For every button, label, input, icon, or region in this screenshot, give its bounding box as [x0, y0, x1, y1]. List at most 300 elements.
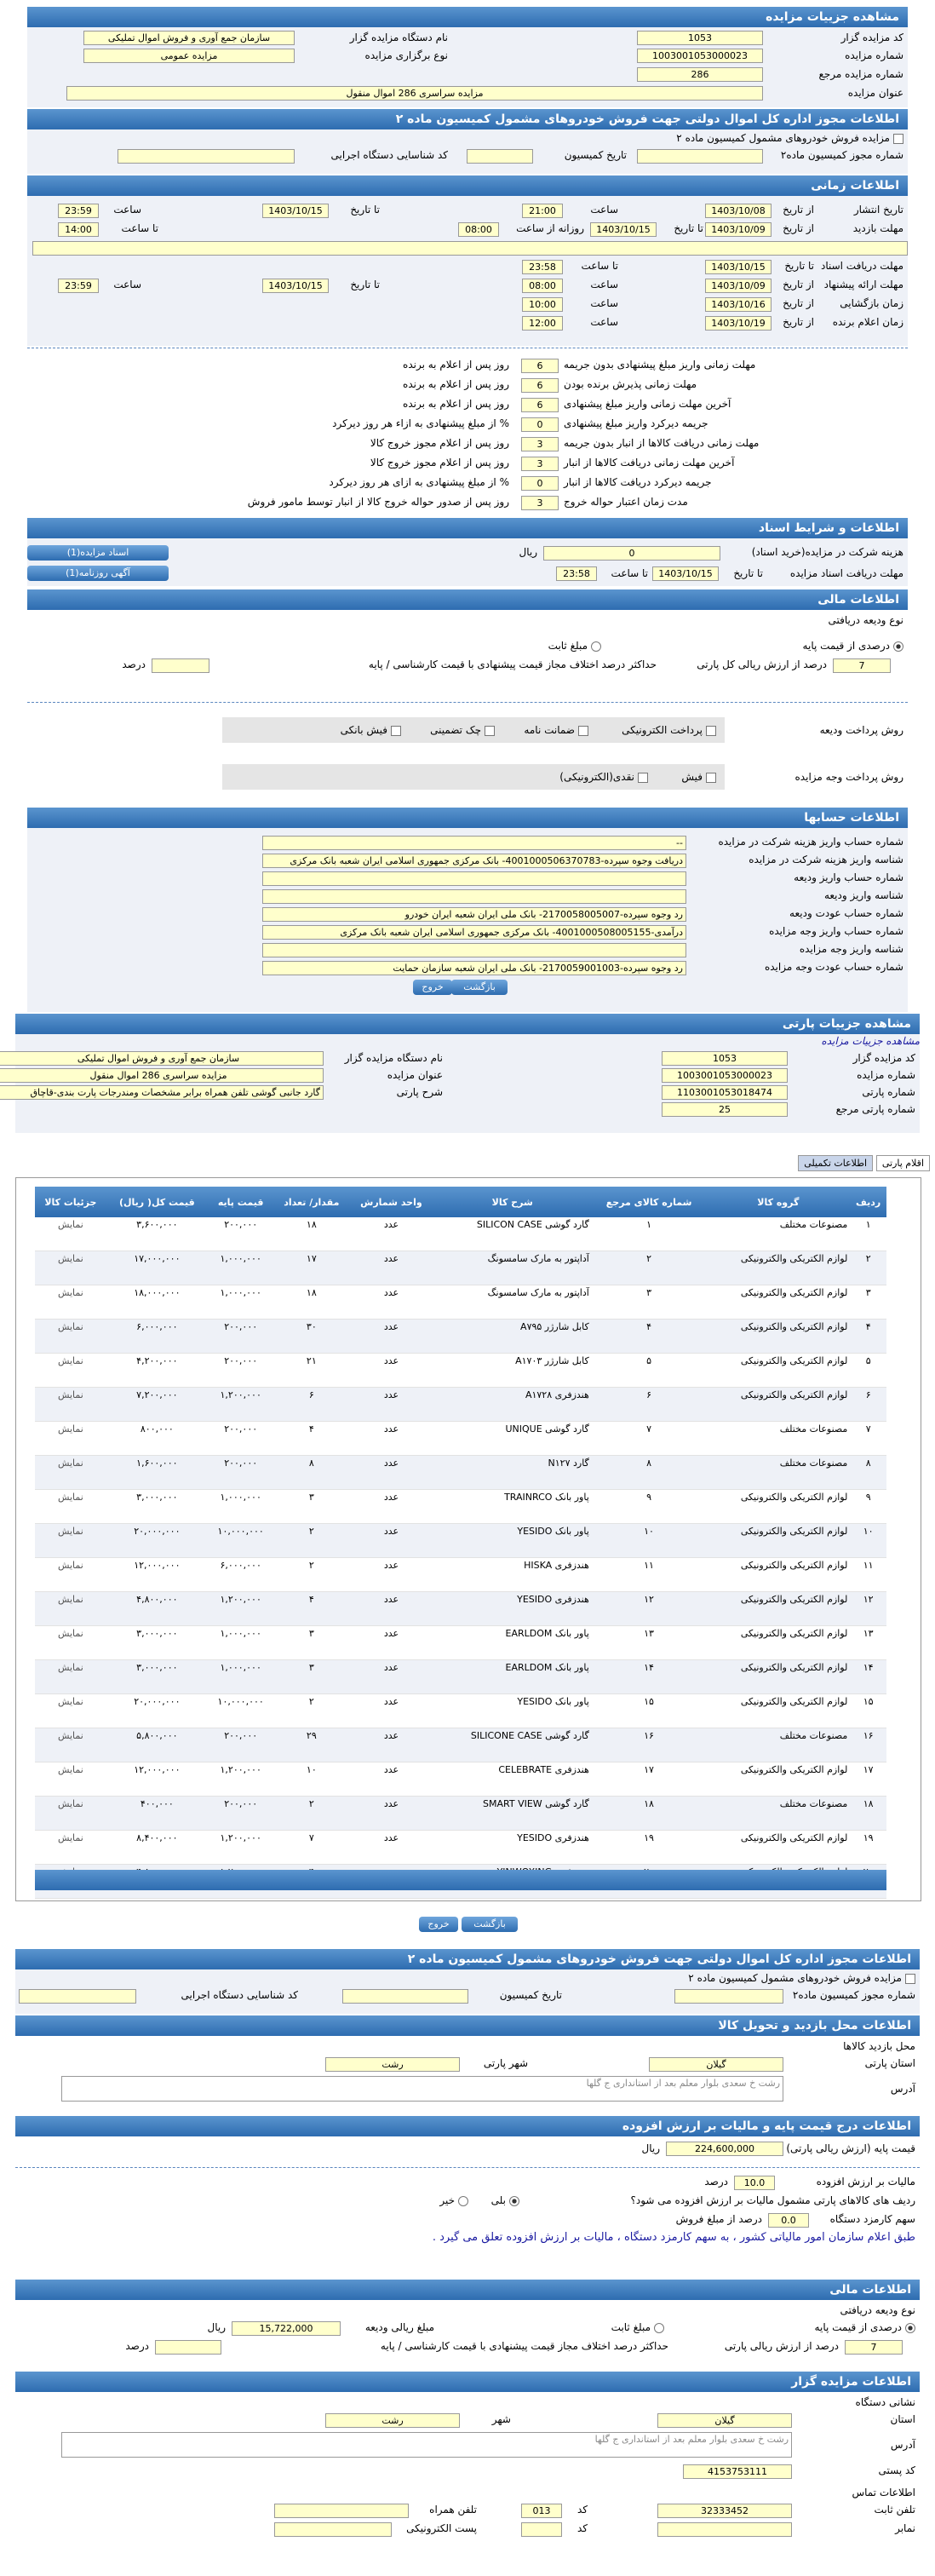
percent-field: 7 [833, 658, 891, 673]
label: % از مبلغ پیشنهادی به ازاء هر روز دیرکرد [332, 417, 509, 429]
account-field: رد وجوه سپرده-2170058005007- بانک ملی ایران شعبه ایران خودرو [262, 907, 686, 922]
max-percent-field [152, 658, 209, 673]
label: محل بازدید کالاها [843, 2040, 915, 2052]
province-field: گیلان [657, 2413, 792, 2428]
checkbox[interactable] [893, 134, 903, 144]
radio[interactable] [893, 641, 903, 652]
table-cell: پاور بانک YESIDO [433, 1524, 592, 1558]
vat-field: 10.0 [734, 2176, 775, 2190]
tab-bar [798, 1155, 930, 1176]
label: کد [576, 2522, 588, 2534]
table-cell: ۷ [850, 1422, 886, 1456]
table-cell: لوازم الکتریکی والکترونیکی [706, 1354, 850, 1388]
table-cell: هندزفری HISKA [433, 1558, 592, 1592]
label: فیش [681, 771, 703, 783]
table-cell: ۱۰ [850, 1524, 886, 1558]
label: مبلغ ثابت [548, 640, 588, 652]
label: شناسه واریز ودیعه [823, 889, 903, 901]
table-cell: ۲ [850, 1251, 886, 1285]
label: کد شناسایی دستگاه اجرایی [181, 1989, 298, 2001]
label: جریمه دیرکرد واریز مبلغ پیشنهادی [564, 417, 708, 429]
label: ساعت [113, 279, 141, 290]
table-cell: پاور بانک EARLDOM [433, 1626, 592, 1660]
items-table-wrapper [15, 1177, 921, 1901]
table-cell: ۶ [850, 1388, 886, 1422]
table-cell: ۷ [592, 1422, 707, 1456]
table-cell: ۶ [592, 1388, 707, 1422]
show-details-link[interactable]: نمایش [35, 1797, 106, 1831]
table-cell: گارد گوشی SILICON CASE [433, 1217, 592, 1251]
show-details-link[interactable]: نمایش [35, 1728, 106, 1762]
table-cell: ۱,۰۰۰,۰۰۰ [208, 1251, 273, 1285]
label: استان پارتی [864, 2057, 915, 2069]
label: شماره حساب عودت وجه مزایده [764, 961, 903, 973]
table-cell: ۶,۰۰۰,۰۰۰ [208, 1558, 273, 1592]
table-row [35, 1524, 886, 1558]
phone-field: 32333452 [657, 2504, 792, 2518]
value-field: 6 [521, 359, 559, 373]
max-percent-field [155, 2340, 221, 2355]
account-field: دریافت وجوه سپرده-4001000506370783- بانک مرکزی جمهوری اسلامی ایران شعبه بانک مرکزی [262, 854, 686, 868]
financial-panel-2 [15, 2280, 920, 2368]
table-cell: هندزفری A۱۷۲۸ [433, 1388, 592, 1422]
deadline-row [27, 356, 908, 376]
table-cell: ۸,۴۰۰,۰۰۰ [106, 1831, 208, 1865]
table-cell: عدد [349, 1797, 433, 1831]
table-cell: عدد [349, 1762, 433, 1797]
table-cell: ۵ [850, 1354, 886, 1388]
exit-button[interactable]: خروج [413, 980, 452, 995]
label: مبلغ ریالی ودیعه [364, 2321, 434, 2333]
checkbox[interactable] [391, 726, 401, 736]
checkbox[interactable] [706, 726, 716, 736]
table-cell: کابل شارژر A۱۷۰۳ [433, 1354, 592, 1388]
label: از تاریخ [783, 204, 814, 216]
table-row [35, 1217, 886, 1251]
deadline-row [27, 395, 908, 415]
column-header: جزئیات کالا [35, 1187, 106, 1217]
table-cell: لوازم الکتریکی والکترونیکی [706, 1285, 850, 1320]
table-cell: ۴ [850, 1320, 886, 1354]
party-details-panel [15, 1014, 920, 1133]
label: تاریخ کمیسیون [499, 1989, 562, 2001]
show-details-link[interactable]: نمایش [35, 1422, 106, 1456]
account-row [27, 833, 908, 851]
table-cell: ۱۲ [850, 1592, 886, 1626]
table-row [35, 1626, 886, 1660]
table-cell: عدد [349, 1320, 433, 1354]
table-cell: ۳۰ [273, 1320, 349, 1354]
label: از تاریخ [783, 297, 814, 309]
label: درصد [125, 2340, 149, 2352]
tab-extra-info[interactable]: اطلاعات تکمیلی [798, 1155, 873, 1171]
account-row [27, 923, 908, 940]
label: آخرین مهلت زمانی واریز مبلغ پیشنهادی [564, 398, 731, 410]
table-cell: لوازم الکتریکی والکترونیکی [706, 1251, 850, 1285]
label: روش پرداخت وجه مزایده [794, 771, 903, 783]
label: استان [890, 2413, 915, 2425]
percent-field: 7 [845, 2340, 903, 2355]
date-field: 1403/10/15 [705, 260, 772, 274]
show-details-link[interactable]: نمایش [35, 1592, 106, 1626]
label: تا تاریخ [350, 279, 380, 290]
province-field: گیلان [649, 2057, 783, 2072]
time-field: 08:00 [458, 222, 499, 237]
show-details-link[interactable]: نمایش [35, 1831, 106, 1865]
table-row [35, 1762, 886, 1797]
table-cell: مصنوعات مختلف [706, 1456, 850, 1490]
label: کد مزایده گزار [840, 32, 903, 43]
table-cell: ۳,۰۰۰,۰۰۰ [106, 1660, 208, 1694]
time-field: 23:59 [58, 279, 99, 293]
table-cell: ۶,۰۰۰,۰۰۰ [106, 1320, 208, 1354]
show-details-link[interactable]: نمایش [35, 1524, 106, 1558]
table-row [35, 1320, 886, 1354]
table-cell: ۱۷ [850, 1762, 886, 1797]
time-field: 10:00 [522, 297, 563, 312]
tab-party-items[interactable]: اقلام پارتی [876, 1155, 930, 1171]
value-field: 6 [521, 378, 559, 393]
account-field [262, 943, 686, 957]
table-cell: ۴ [592, 1320, 707, 1354]
label: نام دستگاه مزایده گزار [344, 1052, 443, 1064]
show-details-link[interactable]: نمایش [35, 1558, 106, 1592]
radio[interactable] [458, 2196, 468, 2206]
table-cell: ۱۴ [850, 1660, 886, 1694]
label: کد [576, 2504, 588, 2516]
auction-details-link[interactable]: مشاهده جزییات مزایده [821, 1035, 920, 1047]
label: ساعت [590, 204, 618, 216]
table-cell: ۹ [592, 1490, 707, 1524]
table-cell: ۴ [273, 1422, 349, 1456]
table-cell: مصنوعات مختلف [706, 1422, 850, 1456]
table-row [35, 1285, 886, 1320]
checkbox[interactable] [485, 726, 495, 736]
table-cell: ۸ [850, 1456, 886, 1490]
table-cell: عدد [349, 1694, 433, 1728]
label: شماره مجوز کمیسیون ماده۲ [792, 1989, 915, 2001]
table-cell: ۲ [273, 1524, 349, 1558]
table-cell: لوازم الکتریکی والکترونیکی [706, 1694, 850, 1728]
label: تاریخ کمیسیون [564, 149, 627, 161]
label: بلی [490, 2194, 506, 2206]
label: از تاریخ [783, 222, 814, 234]
table-cell: ۱۴ [592, 1660, 707, 1694]
newspaper-ad-button[interactable]: آگهی روزنامه(1) [27, 566, 169, 581]
table-cell: ۴ [273, 1592, 349, 1626]
label: ریال [519, 546, 537, 558]
label: تا تاریخ [784, 260, 814, 272]
radio[interactable] [905, 2323, 915, 2333]
label: چک تضمینی [430, 724, 481, 736]
table-cell: ۱۰,۰۰۰,۰۰۰ [208, 1694, 273, 1728]
table-cell: ۲ [273, 1694, 349, 1728]
label: شهر پارتی [483, 2057, 528, 2069]
party-ref-field: 25 [662, 1102, 788, 1117]
deadline-row [27, 454, 908, 474]
checkbox[interactable] [578, 726, 588, 736]
table-row [35, 1660, 886, 1694]
email-field [274, 2522, 392, 2537]
show-details-link[interactable]: نمایش [35, 1456, 106, 1490]
table-cell: ۱۲,۰۰۰,۰۰۰ [106, 1762, 208, 1797]
label: شناسه واریز وجه مزایده [799, 943, 903, 955]
label: درصد [122, 658, 146, 670]
label: نوع ودیعه دریافتی [840, 2304, 915, 2316]
show-details-link[interactable]: نمایش [35, 1762, 106, 1797]
table-cell: ۷ [273, 1831, 349, 1865]
table-cell: ۶ [273, 1388, 349, 1422]
area-code-field: 013 [521, 2504, 562, 2518]
label: درصد از ارزش ریالی پارتی [724, 2340, 839, 2352]
table-cell: ۱۹ [592, 1831, 707, 1865]
radio[interactable] [509, 2196, 519, 2206]
column-header: شماره کالای مرجع [592, 1187, 707, 1217]
section-title: اطلاعات درج قیمت پایه و مالیات بر ارزش افزوده [15, 2116, 920, 2136]
table-cell: پاور بانک YESIDO [433, 1694, 592, 1728]
label: حداکثر درصد اختلاف مجاز قیمت پیشنهادی با قیمت کارشناسی / پایه [368, 658, 657, 670]
table-row [35, 1558, 886, 1592]
permit-field [674, 1989, 783, 2004]
table-cell: کابل شارژر A۷۹۵ [433, 1320, 592, 1354]
table-cell: ۲۰۰,۰۰۰ [208, 1728, 273, 1762]
table-cell: ۴,۸۰۰,۰۰۰ [106, 1592, 208, 1626]
label: تا تاریخ [350, 204, 380, 216]
table-cell: عدد [349, 1388, 433, 1422]
column-header: واحد شمارش [349, 1187, 433, 1217]
label: ساعت [590, 279, 618, 290]
financial-panel [27, 589, 908, 801]
table-cell: ۱۵ [850, 1694, 886, 1728]
table-cell: ۱,۲۰۰,۰۰۰ [208, 1831, 273, 1865]
auction-number-field: 1003001053000023 [662, 1068, 788, 1083]
table-cell: ۲۰۰,۰۰۰ [208, 1354, 273, 1388]
ref-number-field: 286 [637, 67, 763, 82]
column-header: گروه کالا [706, 1187, 850, 1217]
section-title: اطلاعات مجوز اداره کل اموال دولتی جهت فروش خودروهای مشمول کمیسیون ماده ۲ [15, 1949, 920, 1969]
show-details-link[interactable]: نمایش [35, 1490, 106, 1524]
table-cell: عدد [349, 1660, 433, 1694]
column-header: شرح کالا [433, 1187, 592, 1217]
time-field: 23:58 [522, 260, 563, 274]
table-cell: ۸ [592, 1456, 707, 1490]
table-cell: مصنوعات مختلف [706, 1797, 850, 1831]
table-cell: عدد [349, 1728, 433, 1762]
table-cell: عدد [349, 1354, 433, 1388]
show-details-link[interactable]: نمایش [35, 1694, 106, 1728]
table-cell: ۱۷ [273, 1251, 349, 1285]
subject-field: مزایده سراسری 286 اموال منقول [66, 86, 763, 101]
address-field: رشت خ سعدی بلوار معلم بعد از استانداری ج گلها [61, 2076, 783, 2102]
table-cell: ۸۰۰,۰۰۰ [106, 1422, 208, 1456]
table-cell: عدد [349, 1456, 433, 1490]
table-cell: ۳ [273, 1490, 349, 1524]
back-button[interactable]: بازگشت [462, 1917, 518, 1932]
section-title: اطلاعات مزایده گزار [15, 2372, 920, 2392]
label: مهلت زمانی پذیرش برنده بودن [564, 378, 697, 390]
deadline-row [27, 415, 908, 434]
checkbox[interactable] [638, 773, 648, 783]
label: عنوان مزایده [387, 1069, 443, 1081]
section-title: اطلاعات مالی [27, 589, 908, 610]
table-cell: عدد [349, 1251, 433, 1285]
label: پست الکترونیکی [406, 2522, 477, 2534]
label: تا تاریخ [733, 567, 763, 579]
date-field: 1403/10/19 [705, 316, 772, 331]
label: شماره مزایده مرجع [818, 68, 903, 80]
table-row [35, 1728, 886, 1762]
table-cell: ۲۰۰,۰۰۰ [208, 1320, 273, 1354]
label: تلفن ثابت [874, 2504, 915, 2516]
label: شماره حساب عودت ودیعه [789, 907, 903, 919]
label: ساعت [590, 297, 618, 309]
table-cell: ۳ [273, 1660, 349, 1694]
table-cell: ۳,۰۰۰,۰۰۰ [106, 1626, 208, 1660]
auction-code-field: 1053 [662, 1051, 788, 1066]
section-title: اطلاعات محل بازدید و تحویل کالا [15, 2015, 920, 2036]
time-field: 23:58 [556, 566, 597, 581]
items-table [35, 1187, 886, 1899]
table-cell: ۷,۲۰۰,۰۰۰ [106, 1388, 208, 1422]
table-cell: لوازم الکتریکی والکترونیکی [706, 1831, 850, 1865]
label: زمان اعلام برنده [832, 316, 903, 328]
label: شناسه واریز هزینه شرکت در مزایده [749, 854, 903, 865]
label: قیمت پایه (ارزش ریالی پارتی) [786, 2142, 915, 2154]
table-row [35, 1422, 886, 1456]
table-row [35, 1490, 886, 1524]
exit-button[interactable]: خروج [419, 1917, 458, 1932]
account-row [27, 940, 908, 958]
time-field: 14:00 [58, 222, 99, 237]
label: مزایده فروش خودروهای مشمول کمیسیون ماده ۲ [676, 132, 890, 144]
label: شماره حساب واریز وجه مزایده [769, 925, 903, 937]
table-cell: عدد [349, 1524, 433, 1558]
label: شماره مزایده [845, 49, 903, 61]
label: آخرین مهلت زمانی دریافت کالاها از انبار [564, 457, 735, 469]
table-cell: ۳ [273, 1626, 349, 1660]
table-cell: ۱ [850, 1217, 886, 1251]
show-details-link[interactable]: نمایش [35, 1388, 106, 1422]
label: درصد [704, 2176, 728, 2188]
label: کد پستی [878, 2464, 915, 2476]
table-cell: لوازم الکتریکی والکترونیکی [706, 1762, 850, 1797]
radio[interactable] [591, 641, 601, 652]
account-row [27, 869, 908, 887]
table-cell: لوازم الکتریکی والکترونیکی [706, 1524, 850, 1558]
vat-note: طبق اعلام سازمان امور مالیاتی کشور ، به سهم کارمزد دستگاه ، مالیات بر ارزش افزوده تعلق می گیرد . [432, 2231, 915, 2244]
deadline-row [27, 376, 908, 395]
table-cell: ۳ [592, 1285, 707, 1320]
label: پرداخت الکترونیکی [622, 724, 703, 736]
label: مهلت زمانی واریز مبلغ پیشنهادی بدون جریمه [564, 359, 756, 371]
table-cell: ۱,۰۰۰,۰۰۰ [208, 1660, 273, 1694]
table-cell: ۱ [592, 1217, 707, 1251]
table-footer [35, 1870, 886, 1890]
label: خیر [439, 2194, 455, 2206]
section-title: اطلاعات و شرایط اسناد [27, 518, 908, 538]
label: نشانی دستگاه [855, 2396, 915, 2408]
checkbox[interactable] [706, 773, 716, 783]
label: روز پس از اعلام به برنده [403, 378, 509, 390]
radio[interactable] [654, 2323, 664, 2333]
show-details-link[interactable]: نمایش [35, 1251, 106, 1285]
table-cell: ۲۰۰,۰۰۰ [208, 1456, 273, 1490]
label: مهلت زمانی دریافت کالاها از انبار بدون جریمه [564, 437, 760, 449]
table-cell: ۲ [273, 1558, 349, 1592]
table-row [35, 1354, 886, 1388]
table-cell: پاور بانک TRAINRCO [433, 1490, 592, 1524]
back-button[interactable]: بازگشت [451, 980, 508, 995]
auctioneer-panel [15, 2372, 920, 2569]
table-cell: ۱۱ [592, 1558, 707, 1592]
auction-type-field: مزایده عمومی [83, 49, 295, 63]
label: روز پس از صدور حواله خروج کالا از انبار توسط مامور فروش [247, 496, 509, 508]
label: جریمه دیرکرد دریافت کالاها از انبار [564, 476, 712, 488]
table-cell: مصنوعات مختلف [706, 1728, 850, 1762]
label: ردیف های کالاهای پارتی مشمول مالیات بر ارزش افزوده می شود؟ [630, 2194, 915, 2206]
date-field: 1403/10/09 [705, 279, 772, 293]
deadlines-panel [27, 348, 908, 516]
show-details-link[interactable]: نمایش [35, 1285, 106, 1320]
label: روز پس از اعلام مجوز خروج کالا [370, 457, 509, 469]
date-field: 1403/10/15 [262, 204, 329, 218]
label: تاریخ انتشار [853, 204, 903, 216]
account-row [27, 887, 908, 905]
label: ریال [641, 2142, 660, 2154]
table-cell: گارد N۱۲۷ [433, 1456, 592, 1490]
table-cell: ۹ [850, 1490, 886, 1524]
deadline-row [27, 434, 908, 454]
label: شماره حساب واریز هزینه شرکت در مزایده [718, 836, 903, 848]
show-details-link[interactable]: نمایش [35, 1320, 106, 1354]
org-field: سازمان جمع آوری و فروش اموال تملیکی [83, 31, 295, 45]
value-field: 3 [521, 437, 559, 451]
label: شماره مزایده [857, 1069, 915, 1081]
date-field [342, 1989, 468, 2004]
label: تا ساعت [581, 260, 618, 272]
label: حداکثر درصد اختلاف مجاز قیمت پیشنهادی با قیمت کارشناسی / پایه [380, 2340, 668, 2352]
show-details-link[interactable]: نمایش [35, 1354, 106, 1388]
table-cell: ۱۶ [592, 1728, 707, 1762]
table-cell: ۴۰۰,۰۰۰ [106, 1797, 208, 1831]
label: درصدی از قیمت پایه [814, 2321, 902, 2333]
table-cell: ۸ [273, 1456, 349, 1490]
table-cell: گارد گوشی UNIQUE [433, 1422, 592, 1456]
section-title: مشاهده جزییات مزایده [27, 7, 908, 27]
table-cell: ۵ [592, 1354, 707, 1388]
label: نوع ودیعه دریافتی [828, 614, 903, 626]
table-cell: ۱,۲۰۰,۰۰۰ [208, 1388, 273, 1422]
table-cell: ۱,۲۰۰,۰۰۰ [208, 1762, 273, 1797]
column-header: قیمت کل( ریال) [106, 1187, 208, 1217]
table-cell: ۱۸,۰۰۰,۰۰۰ [106, 1285, 208, 1320]
show-details-link[interactable]: نمایش [35, 1660, 106, 1694]
label: ضمانت نامه [524, 724, 575, 736]
table-cell: ۲۰,۰۰۰,۰۰۰ [106, 1694, 208, 1728]
column-header: مقدار/ تعداد [273, 1187, 349, 1217]
label: کد مزایده گزار [852, 1052, 915, 1064]
show-details-link[interactable]: نمایش [35, 1626, 106, 1660]
account-field: رد وجوه سپرده-2170059001003- بانک ملی ایران شعبه سازمان حمایت [262, 961, 686, 975]
label: درصد از ارزش ریالی کل پارتی [697, 658, 827, 670]
auction-docs-button[interactable]: اسناد مزایده(1) [27, 545, 169, 561]
checkbox[interactable] [905, 1974, 915, 1984]
table-cell: ۱۷ [592, 1762, 707, 1797]
account-field: -- [262, 836, 686, 850]
account-row [27, 851, 908, 869]
fax-code-field [521, 2522, 562, 2537]
show-details-link[interactable]: نمایش [35, 1217, 106, 1251]
